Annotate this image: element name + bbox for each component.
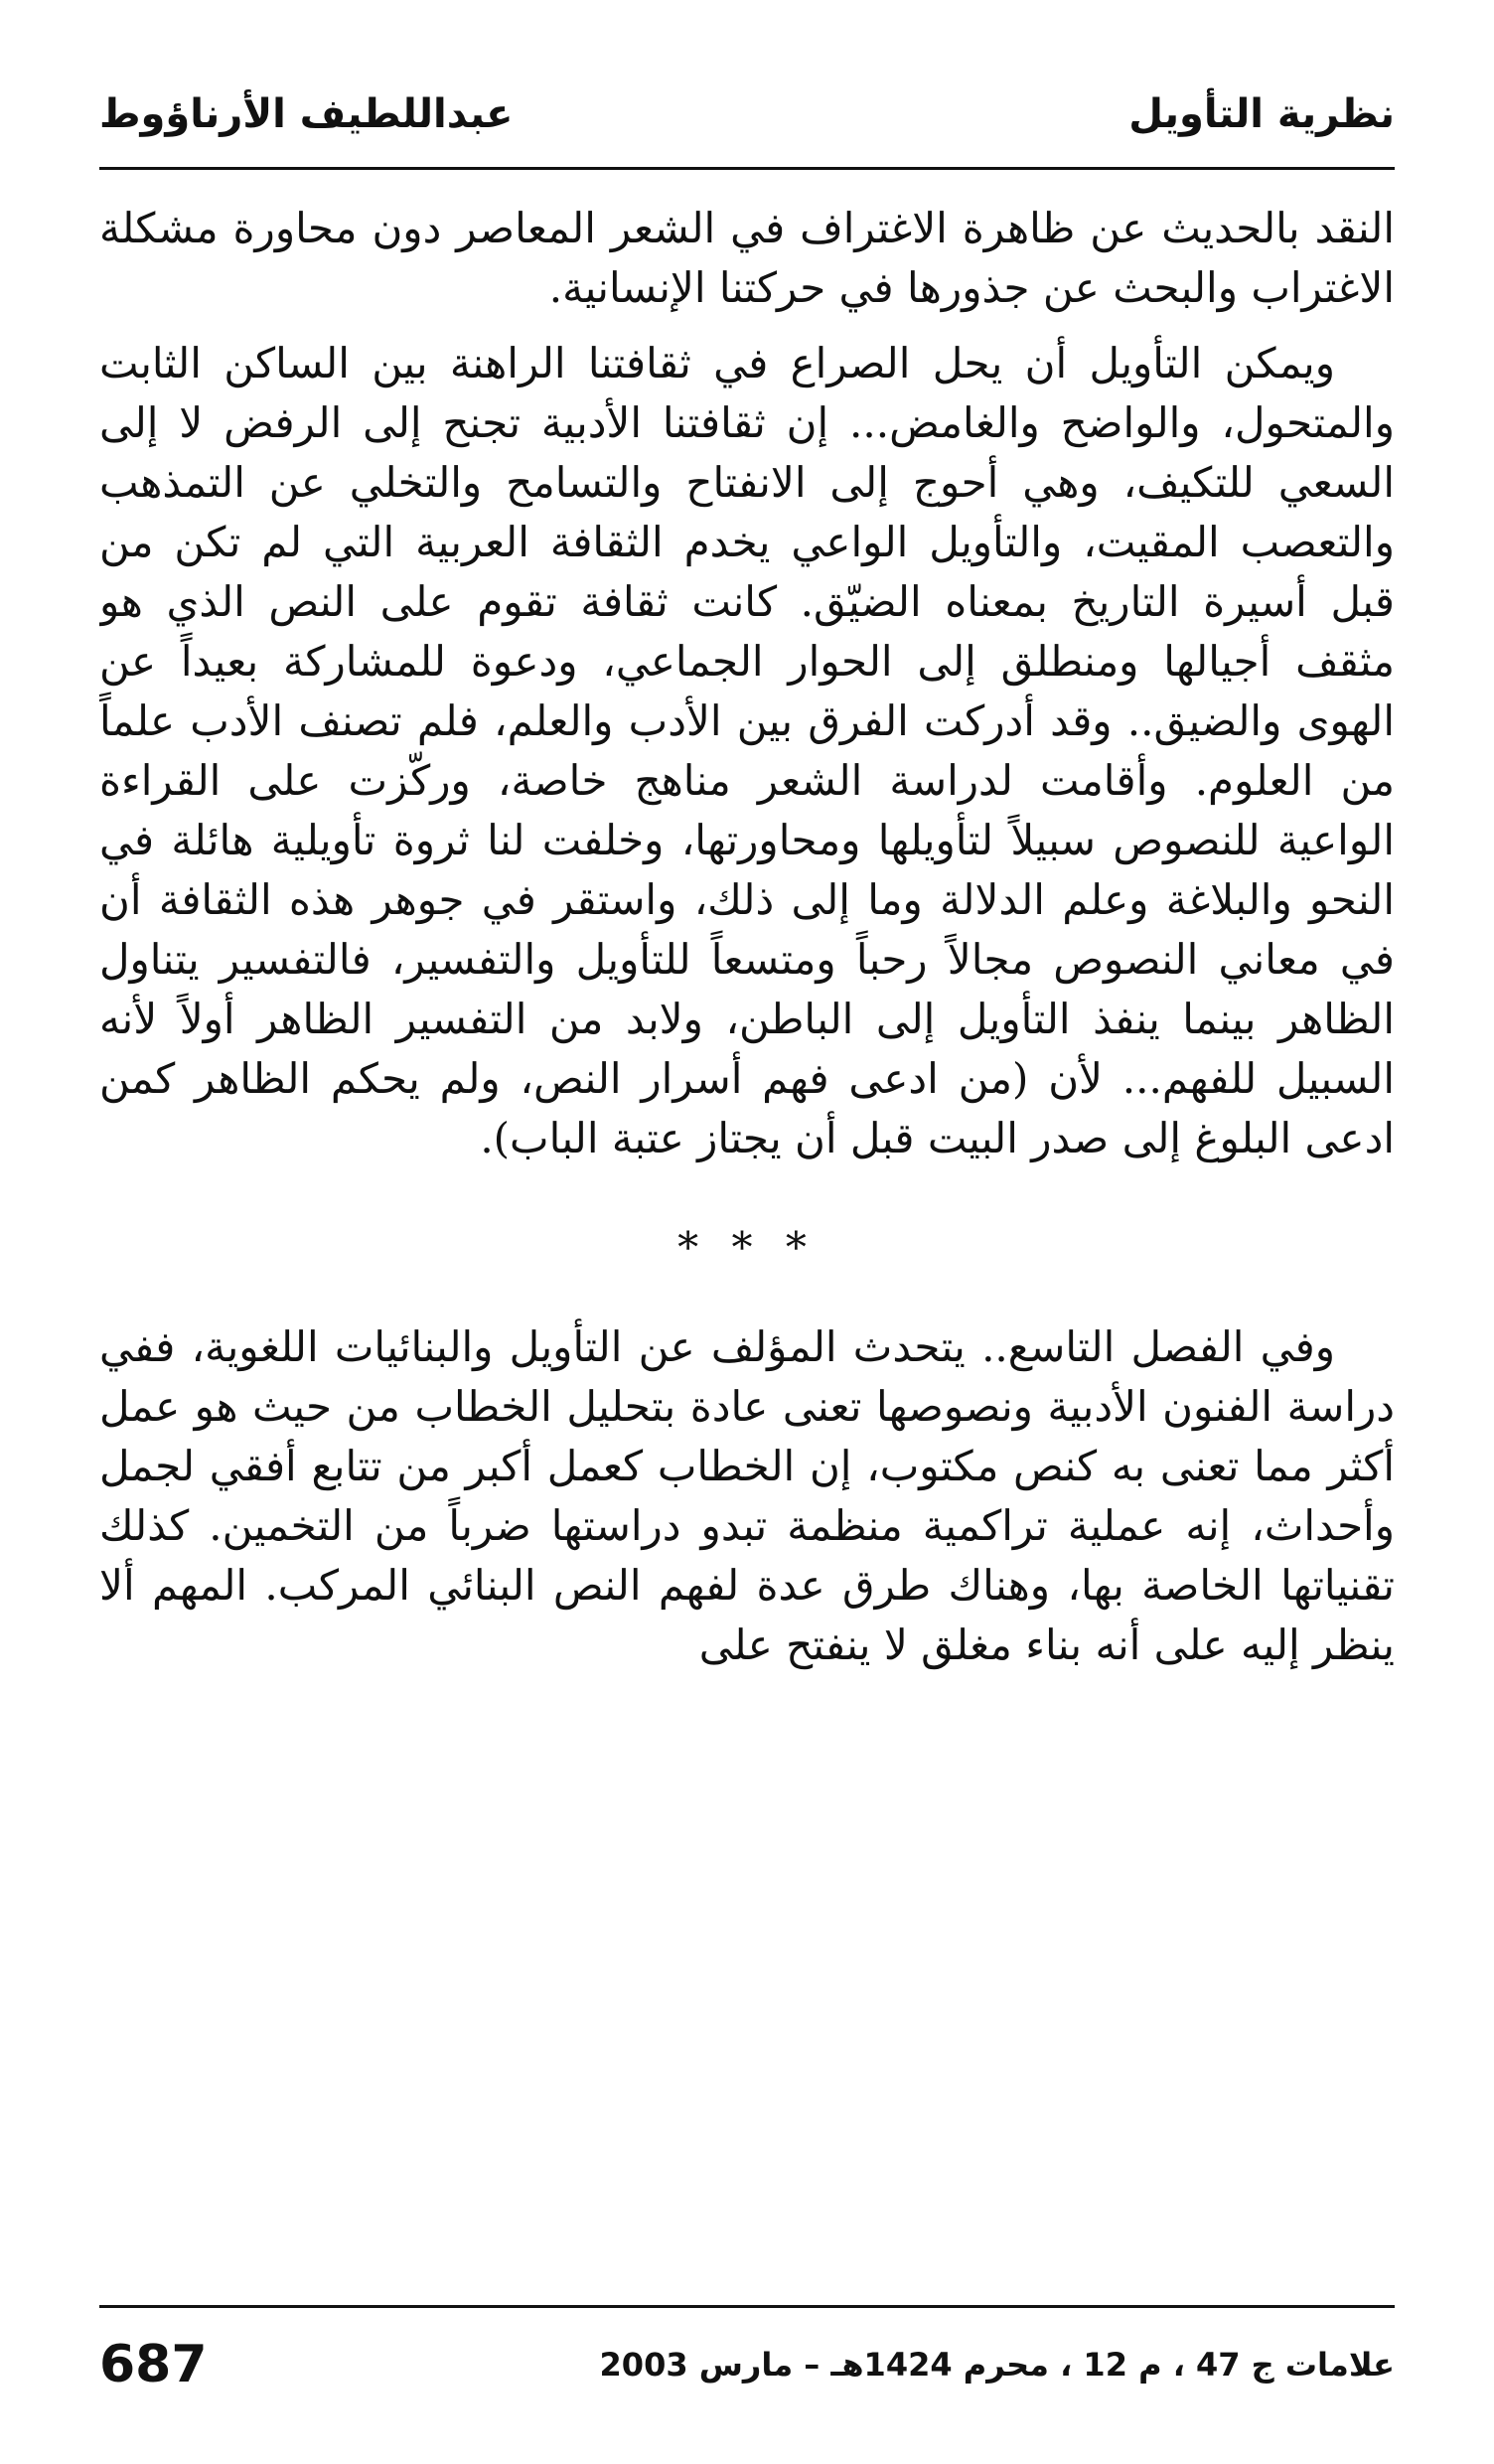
page-number: 687 [99, 2335, 208, 2394]
paragraph-2: ويمكن التأويل أن يحل الصراع في ثقافتنا الراهنة بين الساكن الثابت والمتحول، والواضح والغامض... إن ثقافتنا الأدبية تجنح إلى الرفض لا إلى السعي للتكيف، وهي أحوج إلى الانفتاح والتسامح والتخلي عن التمذهب والتعصب المقيت، والتأويل الواعي يخدم الثقافة العربية التي لم تكن من قبل أسيرة التاريخ بمعناه الضيّق. كانت ثقافة تقوم على النص الذي هو مثقف أجيالها ومنطلق إلى الحوار الجماعي، ودعوة للمشاركة بعيداً عن الهوى والضيق.. وقد أدركت الفرق بين الأدب والعلم، فلم تصنف الأدب علماً من العلوم. وأقامت لدراسة الشعر مناهج خاصة، وركّزت على القراءة الواعية للنصوص سبيلاً لتأويلها ومحاورتها، وخلفت لنا ثروة تأويلية هائلة في النحو والبلاغة وعلم الدلالة وما إلى ذلك، واستقر في جوهر هذه الثقافة أن في معاني النصوص مجالاً رحباً ومتسعاً للتأويل والتفسير، فالتفسير يتناول الظاهر بينما ينفذ التأويل إلى الباطن، ولابد من التفسير الظاهر أولاً لأنه السبيل للفهم... لأن (من ادعى فهم أسرار النص، ولم يحكم الظاهر كمن ادعى البلوغ إلى صدر البيت قبل أن يجتاز عتبة الباب). [99, 339, 1395, 1162]
header-rule [99, 167, 1395, 170]
article-body [99, 199, 1395, 2285]
paragraph-1: النقد بالحديث عن ظاهرة الاغتراف في الشعر المعاصر دون محاورة مشكلة الاغتراب والبحث عن جذورها في حركتنا الإنسانية. [99, 204, 1395, 312]
paragraph-3: وفي الفصل التاسع.. يتحدث المؤلف عن التأويل والبنائيات اللغوية، ففي دراسة الفنون الأدبية ونصوصها تعنى عادة بتحليل الخطاب من حيث هو عمل أكثر مما تعنى به كنص مكتوب، إن الخطاب كعمل أكبر من تتابع أفقي لجمل وأحداث، إنه عملية تراكمية منظمة تبدو دراستها ضرباً من التخمين. كذلك تقنياتها الخاصة بها، وهناك طرق عدة لفهم النص البنائي المركب. المهم ألا ينظر إليه على أنه بناء مغلق لا ينفتح على [99, 1322, 1395, 1669]
section-separator: * * * [677, 1223, 817, 1272]
journal-citation: علامات ج 47 ، م 12 ، محرم 1424هـ – مارس 2003 [599, 2346, 1395, 2384]
author-name: عبداللطيف الأرناؤوط [99, 91, 514, 137]
page-footer [99, 2320, 1395, 2409]
book-title: نظرية التأويل [1128, 91, 1395, 137]
footer-rule [99, 2305, 1395, 2308]
running-head [99, 70, 1395, 159]
